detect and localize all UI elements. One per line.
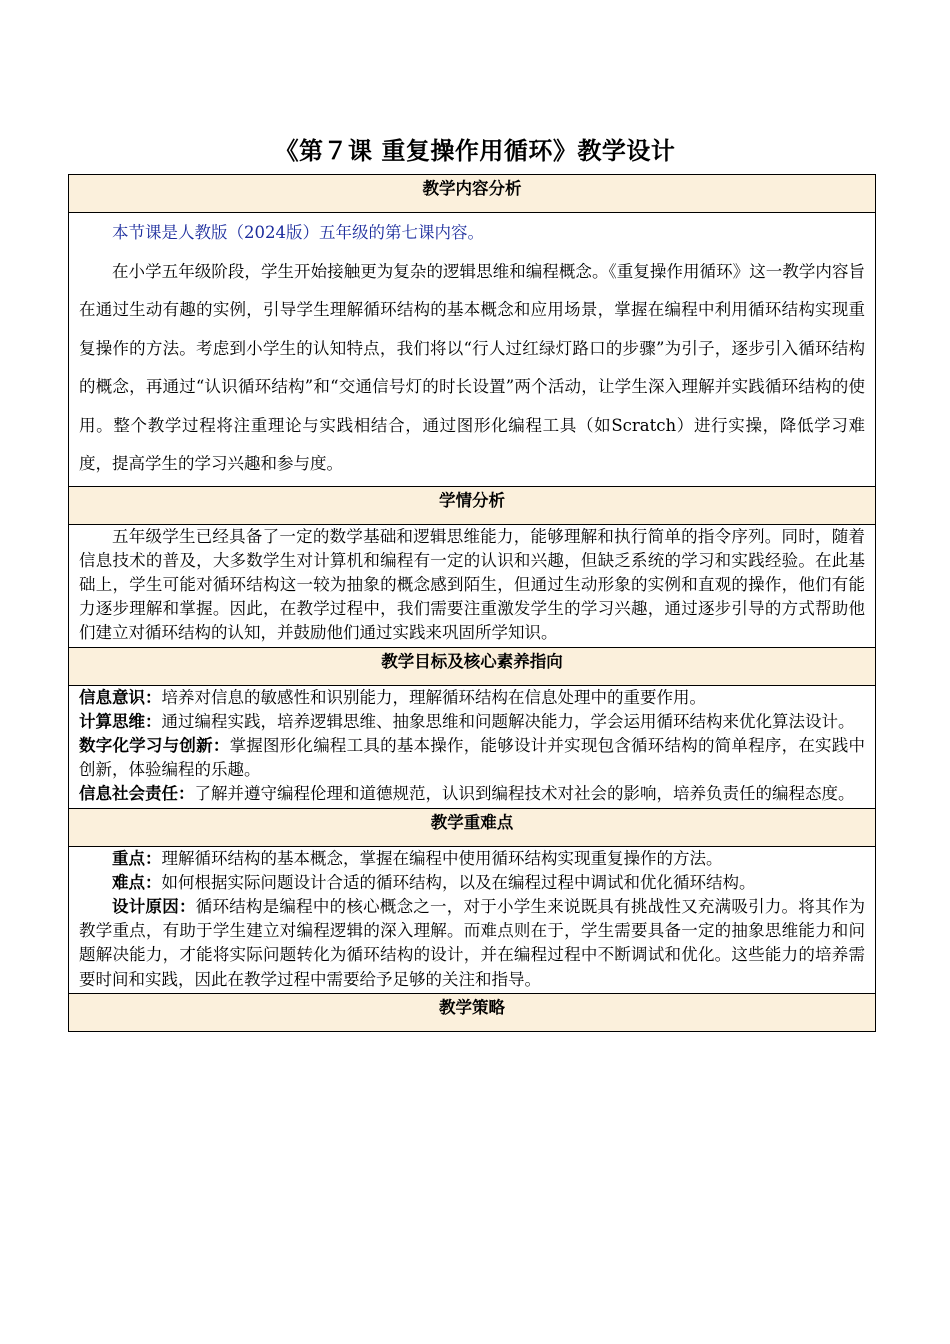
key-point-item (79, 895, 865, 992)
key-point-text: 理解循环结构的基本概念，掌握在编程中使用循环结构实现重复操作的方法。 (161, 848, 723, 868)
objective-item (79, 710, 865, 734)
section-body-row (69, 685, 876, 808)
section-heading-row (69, 993, 876, 1031)
key-point-label: 重点： (112, 848, 162, 868)
section-body-learner-analysis (69, 524, 876, 647)
section-heading-content-analysis: 教学内容分析 (69, 175, 876, 213)
section-heading-row (69, 486, 876, 524)
objective-label: 计算思维： (79, 711, 162, 731)
section-heading-row (69, 175, 876, 213)
key-point-text: 如何根据实际问题设计合适的循环结构，以及在编程过程中调试和优化循环结构。 (161, 872, 756, 892)
content-analysis-paragraph: 在小学五年级阶段，学生开始接触更为复杂的逻辑思维和编程概念。《重复操作用循环》这一教学内容旨在通过生动有趣的实例，引导学生理解循环结构的基本概念和应用场景，掌握在编程中利用循环结构实现重复操作的方法。考虑到小学生的认知特点，我们将以“行人过红绿灯路口的步骤”为引子，逐步引入循环结构的概念，再通过“认识循环结构”和“交通信号灯的时长设置”两个活动，让学生深入理解并实践循环结构的使用。整个教学过程将注重理论与实践相结合，通过图形化编程工具（如Scratch）进行实操，降低学习难度，提高学生的学习兴趣和参与度。 (79, 261, 865, 473)
objective-text: 培养对信息的敏感性和识别能力，理解循环结构在信息处理中的重要作用。 (161, 687, 706, 707)
section-body-row (69, 213, 876, 487)
key-point-label: 难点： (112, 872, 162, 892)
objective-text: 掌握图形化编程工具的基本操作，能够设计并实现包含循环结构的简单程序，在实践中创新，体验编程的乐趣。 (79, 735, 866, 780)
section-body-key-points (69, 846, 876, 993)
objective-label: 信息社会责任： (79, 784, 195, 804)
learner-analysis-paragraph: 五年级学生已经具备了一定的数学基础和逻辑思维能力，能够理解和执行简单的指令序列。同时，随着信息技术的普及，大多数学生对计算机和编程有一定的认识和兴趣，但缺乏系统的学习和实践经验。在此基础上，学生可能对循环结构这一较为抽象的概念感到陌生，但通过生动形象的实例和直观的操作，他们有能力逐步理解和掌握。因此，在教学过程中，我们需要注重激发学生的学习兴趣，通过逐步引导的方式帮助他们建立对循环结构的认知，并鼓励他们通过实践来巩固所学知识。 (79, 526, 865, 643)
objective-item (79, 734, 865, 782)
objective-label: 数字化学习与创新： (79, 735, 230, 755)
document-title: 《第７课 重复操作用循环》教学设计 (274, 137, 676, 165)
section-heading-objectives: 教学目标及核心素养指向 (69, 647, 876, 685)
section-heading-key-points: 教学重难点 (69, 808, 876, 846)
key-point-label: 设计原因： (112, 896, 196, 916)
section-heading-row (69, 808, 876, 846)
section-body-content-analysis (69, 213, 876, 487)
section-body-objectives (69, 685, 876, 808)
content-analysis-intro: 本节课是人教版（2024版）五年级的第七课内容。 (112, 223, 484, 242)
section-body-row (69, 846, 876, 993)
objective-text: 了解并遵守编程伦理和道德规范，认识到编程技术对社会的影响，培养负责任的编程态度。 (194, 784, 855, 804)
key-point-text: 循环结构是编程中的核心概念之一，对于小学生来说既具有挑战性又充满吸引力。将其作为教学重点，有助于学生建立对编程逻辑的深入理解。而难点则在于，学生需要具备一定的抽象思维能力和问题解决能力，才能将实际问题转化为循环结构的设计，并在编程过程中不断调试和优化。这些能力的培养需要时间和实践，因此在教学过程中需要给予足够的关注和指导。 (79, 896, 866, 989)
lesson-plan-table (68, 174, 876, 1032)
objective-item (79, 686, 865, 710)
objective-item (79, 782, 865, 806)
key-point-item (79, 847, 865, 871)
objective-text: 通过编程实践，培养逻辑思维、抽象思维和问题解决能力，学会运用循环结构来优化算法设计。 (161, 711, 855, 731)
section-heading-row (69, 647, 876, 685)
objective-label: 信息意识： (79, 687, 162, 707)
section-body-row (69, 524, 876, 647)
section-heading-learner-analysis: 学情分析 (69, 486, 876, 524)
section-heading-strategy: 教学策略 (69, 993, 876, 1031)
key-point-item (79, 871, 865, 895)
